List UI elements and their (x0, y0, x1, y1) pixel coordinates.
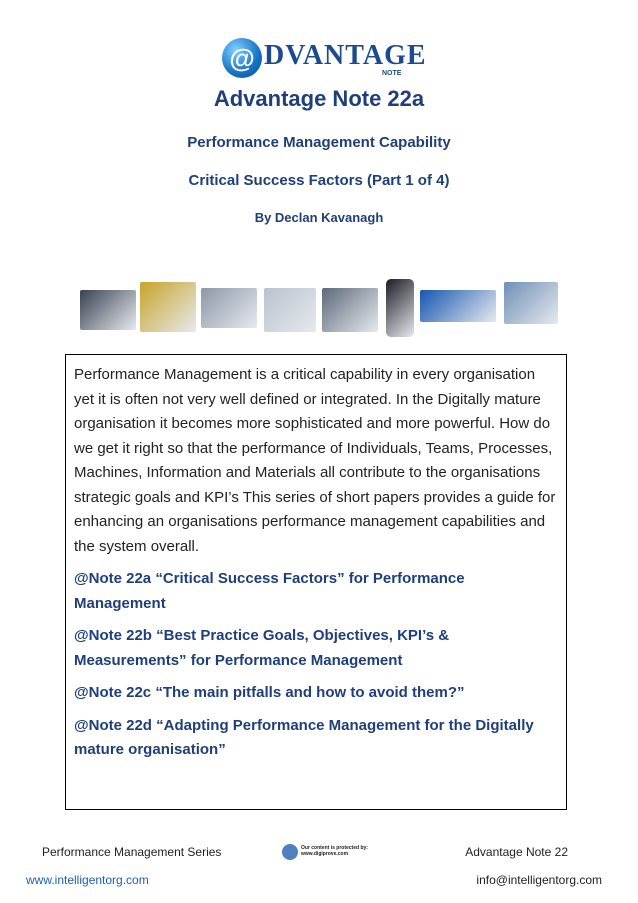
car-dashboard-image (80, 290, 136, 330)
satellite-image (504, 282, 558, 324)
page-subtitle: Performance Management Capability (187, 134, 451, 151)
logo-word: DVANTAGE (264, 40, 427, 71)
digiprove-line2: www.digiprove.com (301, 851, 349, 857)
summary-box (65, 354, 567, 810)
intro-paragraph: Performance Management is a critical capability in every organisation yet it is often not very well defined or integrated. In the Digitally mature organisation it becomes more sophisticated and more powerful. How do we get it right so that the performance of Individuals, Teams, Processes, Machines, Information and Materials all contribute to the organisations strategic goals and KPI’s This series of short papers provides a guide for enhancing an organisations performance management capabilities and the system overall. (74, 366, 556, 555)
at-logo-icon: @ (222, 38, 262, 78)
page-title: Advantage Note 22a (213, 86, 425, 111)
digiprove-line1: Our content is protected by: (301, 845, 368, 851)
digiprove-icon (282, 844, 298, 860)
globe-network-image (420, 290, 496, 322)
note-22c: @Note 22c “The main pitfalls and how to avoid them?” (74, 684, 465, 701)
digiprove-badge (282, 844, 374, 860)
note-22d: @Note 22d “Adapting Performance Management for the Digitally mature organisation” (74, 716, 534, 758)
footer-series: Performance Management Series (42, 845, 222, 859)
logo-sub: NOTE (382, 70, 402, 77)
note-22a: @Note 22a “Critical Success Factors” for Performance Management (74, 570, 465, 612)
website-link[interactable]: www.intelligentorg.com (26, 873, 149, 887)
note-22b: @Note 22b “Best Practice Goals, Objectives, KPI’s & Measurements” for Performance Management (74, 627, 450, 669)
smartphone-image (386, 279, 414, 337)
cockpit-image (322, 288, 378, 332)
advantage-note-logo (222, 38, 427, 82)
robot-arm-image (140, 282, 196, 332)
author-byline: By Declan Kavanagh (254, 210, 384, 225)
email-address[interactable]: info@intelligentorg.com (476, 873, 602, 887)
refrigerator-image (264, 288, 316, 332)
page-subtitle-part: Critical Success Factors (Part 1 of 4) (188, 172, 450, 189)
footer-note: Advantage Note 22 (465, 845, 568, 859)
digiprove-text (301, 845, 368, 857)
robots-image (201, 288, 257, 328)
